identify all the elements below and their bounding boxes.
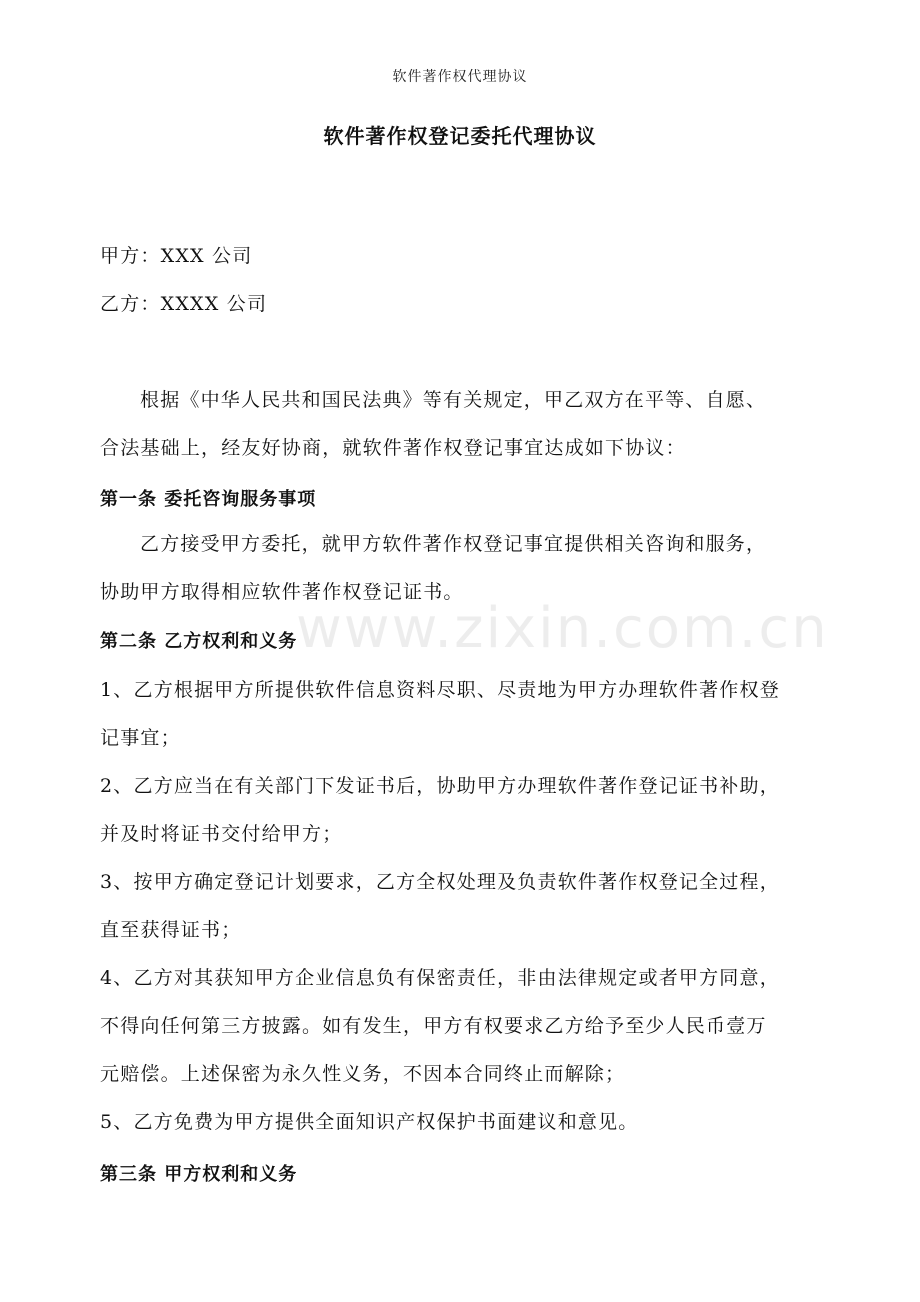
- article-2-item-line: 2、乙方应当在有关部门下发证书后，协助甲方办理软件著作登记证书补助，: [100, 775, 780, 797]
- article-2-item-line: 不得向任何第三方披露。如有发生，甲方有权要求乙方给予至少人民币壹万: [100, 1015, 767, 1037]
- article-2-item-line: 3、按甲方确定登记计划要求，乙方全权处理及负责软件著作权登记全过程，: [100, 871, 780, 893]
- article-2-item-line: 并及时将证书交付给甲方；: [100, 823, 343, 845]
- article-2-item-line: 4、乙方对其获知甲方企业信息负有保密责任，非由法律规定或者甲方同意，: [100, 967, 780, 989]
- article-2-item-5: [100, 1098, 830, 1146]
- article-2-item-line: 5、乙方免费为甲方提供全面知识产权保护书面建议和意见。: [100, 1111, 639, 1133]
- article-2-item-1: [100, 666, 830, 762]
- article-2-item-3: [100, 858, 830, 954]
- preamble-line: 合法基础上，经友好协商，就软件著作权登记事宜达成如下协议：: [100, 437, 686, 459]
- preamble-paragraph: [100, 376, 830, 472]
- preamble-line: 根据《中华人民共和国民法典》等有关规定，甲乙双方在平等、自愿、: [140, 389, 767, 411]
- article-1-line: 乙方接受甲方委托，就甲方软件著作权登记事宜提供相关咨询和服务，: [140, 533, 767, 555]
- article-2-item-line: 直至获得证书；: [100, 919, 242, 941]
- article-2-item-2: [100, 762, 830, 858]
- article-2-heading: 第二条 乙方权利和义务: [100, 631, 298, 652]
- article-2-item-line: 元赔偿。上述保密为永久性义务，不因本合同终止而解除；: [100, 1063, 626, 1085]
- party-b: 乙方：XXXX 公司: [100, 293, 268, 315]
- article-2-item-line: 记事宜；: [100, 727, 181, 749]
- document-title: 软件著作权登记委托代理协议: [323, 124, 597, 148]
- watermark: www.zixin.com.cn: [296, 596, 829, 661]
- party-a: 甲方：XXX 公司: [100, 245, 253, 267]
- article-2-item-line: 1、乙方根据甲方所提供软件信息资料尽职、尽责地为甲方办理软件著作权登: [100, 679, 780, 701]
- article-1-line: 协助甲方取得相应软件著作权登记证书。: [100, 581, 464, 603]
- article-3-heading: 第三条 甲方权利和义务: [100, 1164, 298, 1185]
- article-1-heading: 第一条 委托咨询服务事项: [100, 489, 317, 510]
- running-header: 软件著作权代理协议: [392, 69, 528, 85]
- article-1-paragraph: [100, 520, 830, 616]
- article-2-item-4: [100, 954, 830, 1098]
